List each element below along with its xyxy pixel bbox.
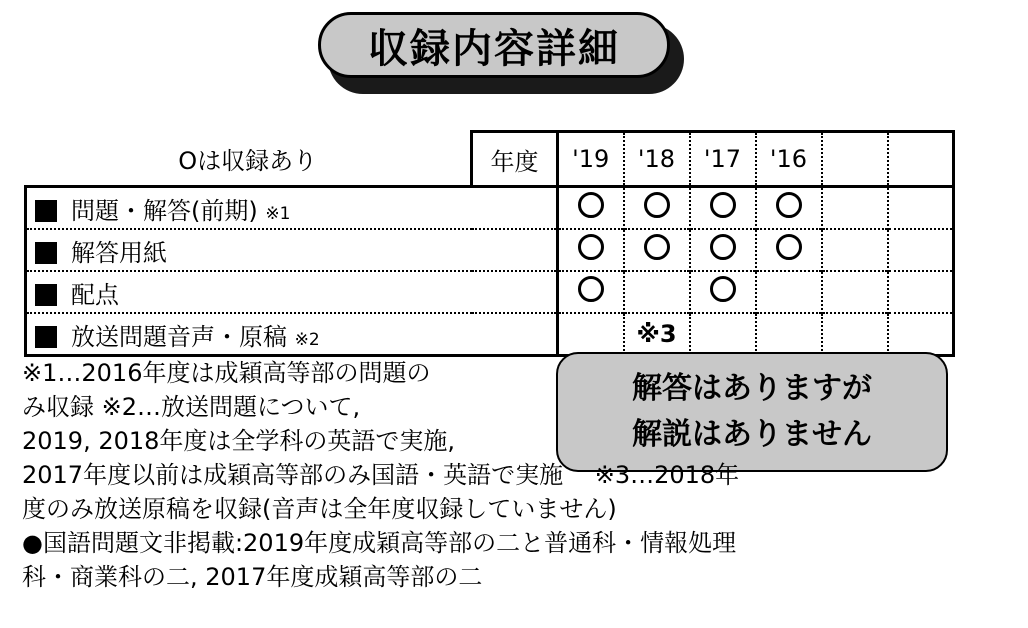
mark-cell <box>690 229 756 271</box>
year-header: '18 <box>624 132 690 187</box>
mark-cell <box>888 271 954 313</box>
mark-cell <box>822 229 888 271</box>
year-header: '19 <box>558 132 624 187</box>
mark-cell <box>690 187 756 230</box>
circle-mark-icon <box>776 234 802 260</box>
year-header <box>888 132 954 187</box>
footnotes <box>22 356 739 594</box>
circle-mark-icon <box>644 192 670 218</box>
contents-table <box>24 130 955 357</box>
footnote-line: 度のみ放送原稿を収録(音声は全年度収録していません) <box>22 495 617 523</box>
legend-text: Oは収録あり <box>178 146 318 175</box>
row-label: 解答用紙 <box>26 229 558 271</box>
footnote-line: み収録 ※2…放送問題について, <box>22 393 361 421</box>
square-bullet-icon <box>35 326 57 348</box>
answer-note-line: 解説はありません <box>632 417 872 452</box>
circle-mark-icon <box>710 192 736 218</box>
footnote-line: 2017年度以前は成穎高等部のみ国語・英語で実施 ※3…2018年 <box>22 461 740 489</box>
table-row <box>26 187 954 230</box>
mark-cell <box>690 313 756 356</box>
table-row <box>26 271 954 313</box>
mark-cell <box>558 313 624 356</box>
circle-mark-icon <box>578 192 604 218</box>
mark-cell <box>888 313 954 356</box>
mark-cell <box>822 313 888 356</box>
year-header: '16 <box>756 132 822 187</box>
mark-cell <box>756 187 822 230</box>
mark-cell <box>624 229 690 271</box>
mark-cell <box>822 187 888 230</box>
square-bullet-icon <box>35 242 57 264</box>
table-row <box>26 229 954 271</box>
answer-note-line: 解答はありますが <box>632 371 872 406</box>
circle-mark-icon <box>578 276 604 302</box>
mark-cell <box>558 271 624 313</box>
year-header <box>822 132 888 187</box>
mark-cell: ※3 <box>624 313 690 356</box>
circle-mark-icon <box>710 234 736 260</box>
circle-mark-icon <box>710 276 736 302</box>
mark-cell <box>558 187 624 230</box>
mark-cell <box>624 187 690 230</box>
mark-cell <box>756 229 822 271</box>
footnote-line: ●国語問題文非掲載:2019年度成穎高等部の二と普通科・情報処理 <box>22 529 737 557</box>
mark-cell <box>756 271 822 313</box>
mark-cell <box>756 313 822 356</box>
mark-cell <box>690 271 756 313</box>
circle-mark-icon <box>776 192 802 218</box>
table-row <box>26 313 954 356</box>
row-label: 配点 <box>26 271 558 313</box>
row-label: 放送問題音声・原稿 ※2 <box>26 313 558 356</box>
circle-mark-icon <box>644 234 670 260</box>
mark-cell <box>558 229 624 271</box>
year-label: 年度 <box>472 132 558 187</box>
footnote-line: ※1…2016年度は成穎高等部の問題の <box>22 359 431 387</box>
page-title: 収録内容詳細 <box>318 12 670 78</box>
footnote-line: 科・商業科の二, 2017年度成穎高等部の二 <box>22 563 483 591</box>
mark-cell <box>888 229 954 271</box>
square-bullet-icon <box>35 284 57 306</box>
mark-cell <box>822 271 888 313</box>
circle-mark-icon <box>578 234 604 260</box>
mark-cell <box>888 187 954 230</box>
row-label: 問題・解答(前期) ※1 <box>26 187 558 230</box>
year-header: '17 <box>690 132 756 187</box>
mark-cell <box>624 271 690 313</box>
footnote-line: 2019, 2018年度は全学科の英語で実施, <box>22 427 456 455</box>
square-bullet-icon <box>35 200 57 222</box>
